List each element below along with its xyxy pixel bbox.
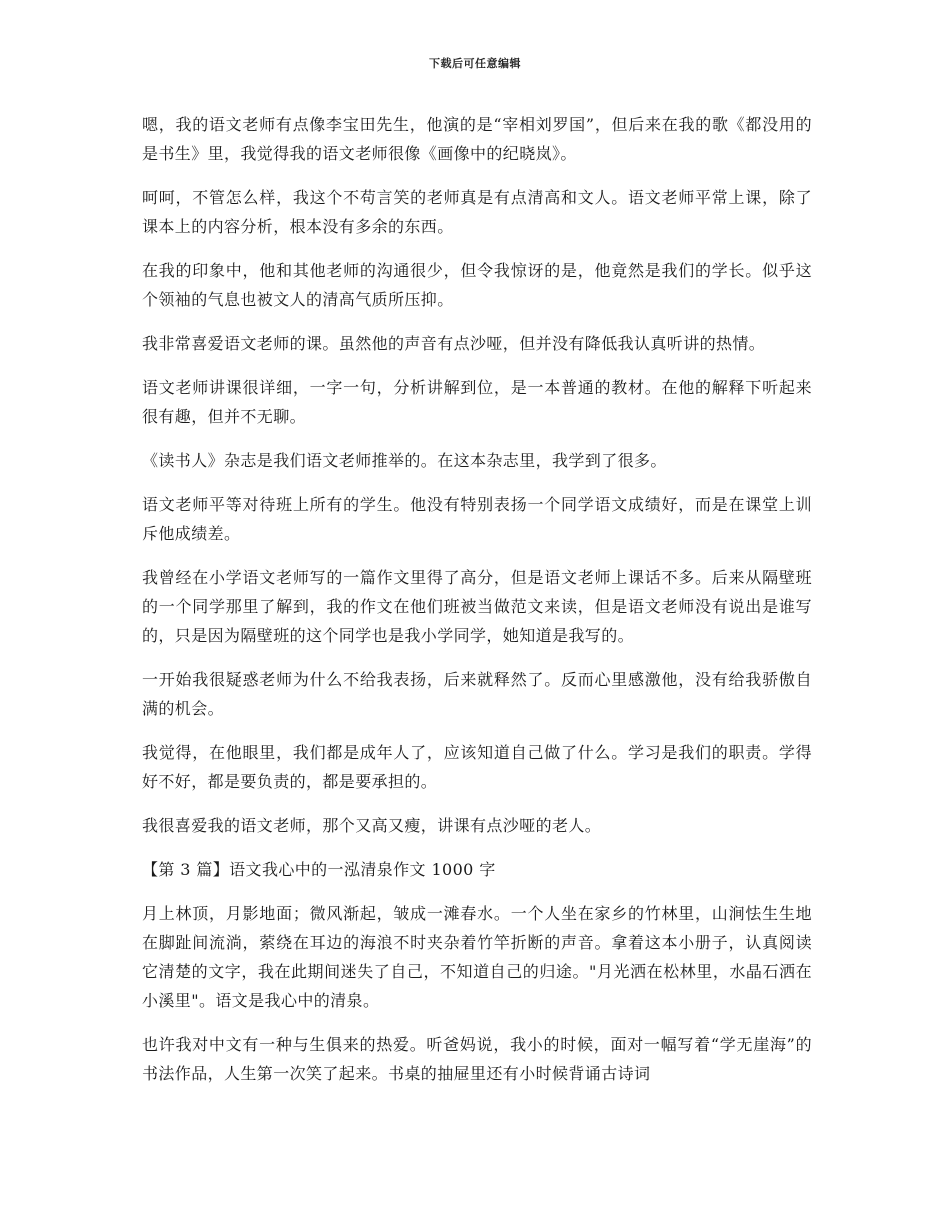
paragraph: 在我的印象中，他和其他老师的沟通很少，但令我惊讶的是，他竟然是我们的学长。似乎这个领袖的气息也被文人的清高气质所压抑。 (142, 261, 812, 309)
paragraph: 月上林顶，月影地面；微风渐起，皱成一滩春水。一个人坐在家乡的竹林里，山涧怯生生地在脚趾间流淌，萦绕在耳边的海浪不时夹杂着竹竿折断的声音。拿着这本小册子，认真阅读它清楚的文字，我在此期间迷失了自己，不知道自己的归途。"月光洒在松林里，水晶石洒在小溪里"。语文是我心中的清泉。 (142, 904, 812, 1010)
paragraph: 我很喜爱我的语文老师，那个又高又瘦，讲课有点沙哑的老人。 (142, 816, 602, 835)
document-body (142, 110, 812, 1103)
section-heading: 【第 3 篇】语文我心中的一泓清泉作文 1000 字 (142, 860, 496, 879)
page-header-note: 下载后可任意编辑 (429, 57, 521, 70)
paragraph: 《读书人》杂志是我们语文老师推举的。在这本杂志里，我学到了很多。 (142, 451, 667, 470)
paragraph: 语文老师讲课很详细，一字一句，分析讲解到位，是一本普通的教材。在他的解释下听起来很有趣，但并不无聊。 (142, 378, 812, 426)
paragraph: 也许我对中文有一种与生俱来的热爱。听爸妈说，我小的时候，面对一幅写着“学无崖海”的书法作品，人生第一次笑了起来。书桌的抽屉里还有小时候背诵古诗词 (142, 1035, 812, 1083)
paragraph: 我曾经在小学语文老师写的一篇作文里得了高分，但是语文老师上课话不多。后来从隔壁班的一个同学那里了解到，我的作文在他们班被当做范文来读，但是语文老师没有说出是谁写的，只是因为隔壁班的这个同学也是我小学同学，她知道是我写的。 (142, 568, 812, 645)
paragraph: 语文老师平等对待班上所有的学生。他没有特别表扬一个同学语文成绩好，而是在课堂上训斥他成绩差。 (142, 495, 812, 543)
paragraph: 我觉得，在他眼里，我们都是成年人了，应该知道自己做了什么。学习是我们的职责。学得好不好，都是要负责的，都是要承担的。 (142, 743, 812, 791)
paragraph: 一开始我很疑惑老师为什么不给我表扬，后来就释然了。反而心里感激他，没有给我骄傲自满的机会。 (142, 670, 812, 718)
paragraph: 呵呵，不管怎么样，我这个不苟言笑的老师真是有点清高和文人。语文老师平常上课，除了课本上的内容分析，根本没有多余的东西。 (142, 188, 812, 236)
paragraph: 嗯，我的语文老师有点像李宝田先生，他演的是“宰相刘罗国”，但后来在我的歌《都没用的是书生》里，我觉得我的语文老师很像《画像中的纪晓岚》。 (142, 115, 812, 163)
paragraph: 我非常喜爱语文老师的课。虽然他的声音有点沙哑，但并没有降低我认真听讲的热情。 (142, 334, 766, 353)
